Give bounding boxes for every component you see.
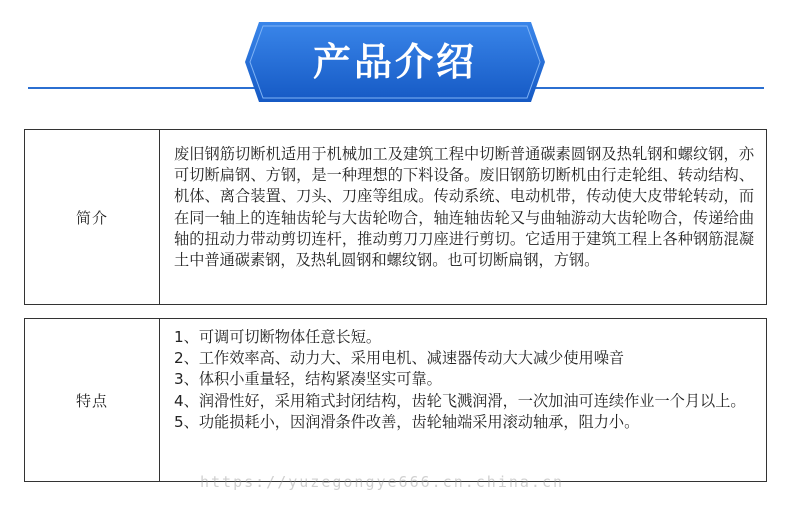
intro-text: 废旧钢筋切断机适用于机械加工及建筑工程中切断普通碳素圆钢及热轧钢和螺纹钢，亦可切断扁钢、方钢，是一种理想的下料设备。废旧钢筋切断机由行走轮组、转动结构、机体、离合装置、刀头、刀座等组成。传动系统、电动机带，传动使大皮带轮转动，而在同一轴上的连轴齿轮与大齿轮吻合，轴连轴齿轮又与曲轴游动大齿轮吻合，传递给曲轴的扭动力带动剪切连杆，推动剪刀刀座进行剪切。它适用于建筑工程上各种钢筋混凝土中普通碳素钢，及热轧圆钢和螺纹钢。也可切断扁钢，方钢。 (174, 145, 754, 270)
list-item: 2、工作效率高、动力大、采用电机、减速器传动大大减少使用噪音 (174, 349, 625, 368)
intro-table (24, 129, 767, 305)
list-item: 4、润滑性好，采用箱式封闭结构，齿轮飞溅润滑，一次加油可连续作业一个月以上。 (174, 391, 746, 410)
list-item: 1、可调可切断物体任意长短。 (174, 328, 382, 346)
features-table (24, 318, 767, 482)
header-banner (0, 0, 790, 118)
intro-label: 简介 (25, 130, 160, 304)
page-title: 产品介绍 (312, 40, 477, 84)
watermark-url: https://yuzegongye666.cn.china.cn (200, 473, 565, 491)
features-list (160, 319, 766, 481)
list-item: 3、体积小重量轻，结构紧凑坚实可靠。 (174, 370, 442, 389)
list-item: 5、功能损耗小，因润滑条件改善，齿轮轴端采用滚动轴承，阻力小。 (174, 412, 640, 431)
features-label: 特点 (25, 319, 160, 481)
